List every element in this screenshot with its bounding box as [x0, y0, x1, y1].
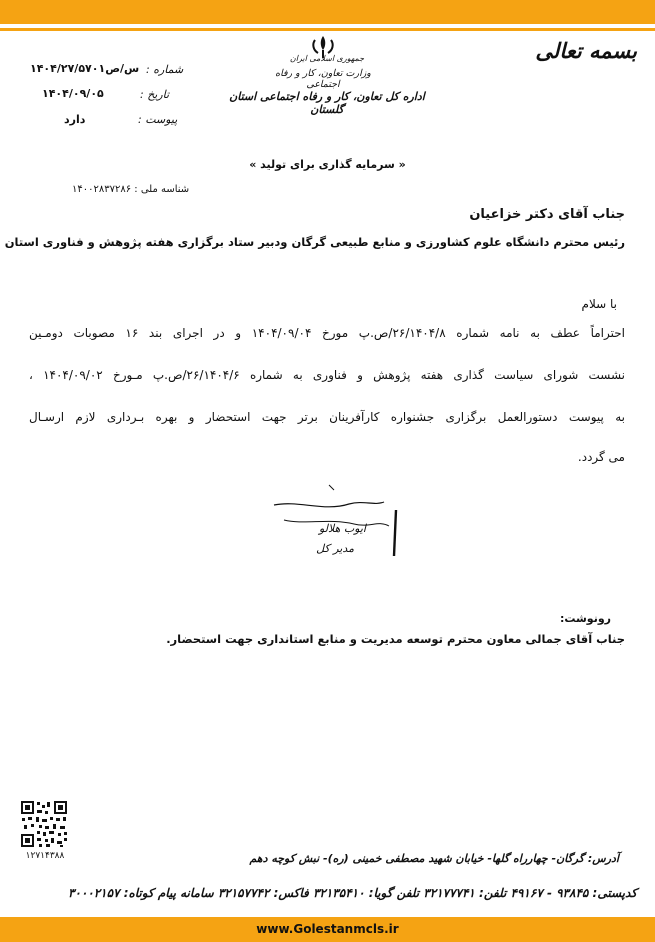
- attachment-value: دارد: [64, 113, 86, 126]
- qr-number: ۱۲۷۱۴۳۸۸: [25, 851, 65, 861]
- footer-website-bar: [0, 917, 655, 942]
- bismillah: بسمه تعالی: [535, 38, 637, 63]
- qr-code-icon: [20, 800, 68, 848]
- cc-label: رونوشت:: [559, 612, 611, 625]
- national-id: شناسه ملی : ۱۴۰۰۲۸۳۷۲۸۶: [72, 184, 190, 195]
- top-accent-bar: [0, 0, 655, 24]
- slogan: « سرمایه گذاری برای تولید »: [249, 158, 406, 171]
- number-value: ۱۴۰۴/۲۷/۵۷۰۱س/ص: [30, 62, 140, 75]
- department-name: اداره کل تعاون، کار و رفاه اجتماعی استان گلستان: [229, 90, 425, 116]
- attachment-label: پیوست :: [138, 113, 178, 126]
- address: آدرس: گرگان- چهارراه گلها- خیابان شهید مصطفی خمینی (ره)- نبش کوچه دهم: [249, 852, 619, 865]
- signature-role: مدیر کل: [316, 542, 354, 555]
- number-label: شماره :: [146, 63, 184, 76]
- body-line: احتراماً عطف به نامه شماره ۲۶/۱۴۰۴/۸/ص.پ مورخ ۱۴۰۴/۰۹/۰۴ و در اجرای بند ۱۶ مصوبات دومـین: [29, 326, 625, 340]
- body-line: به پیوست دستورالعمل برگزاری جشنواره کارآفرینان برتر جهت استحضار و بهره بـرداری لازم ارسـال: [29, 410, 625, 424]
- country-name: جمهوری اسلامی ایران: [289, 54, 365, 63]
- top-accent-line: [0, 28, 655, 31]
- date-label: تاریخ :: [140, 88, 170, 101]
- recipient-title: رئیس محترم دانشگاه علوم کشاورزی و منابع طبیعی گرگان ودبیر ستاد برگزاری هفته پژوهش و فناوری استان: [4, 235, 625, 249]
- greeting: با سلام: [581, 297, 617, 311]
- date-value: ۱۴۰۴/۰۹/۰۵: [42, 87, 104, 100]
- body-line: می گردد.: [577, 450, 625, 464]
- cc-text: جناب آقای جمالی معاون محترم توسعه مدیریت و منابع استانداری جهت استحضار.: [166, 632, 625, 646]
- signature: [254, 480, 414, 570]
- recipient-name: جناب آقای دکتر خزاعیان: [469, 207, 625, 222]
- website-link[interactable]: www.Golestanmcls.ir: [256, 922, 399, 936]
- ministry-name: وزارت تعاون، کار و رفاه اجتماعی: [275, 68, 371, 90]
- body-line: نشست شورای سیاست گذاری هفته پژوهش و فناوری به شماره ۲۶/۱۴۰۴/۶/ص.پ مـورخ ۱۴۰۴/۰۹/۰۲ ،: [29, 368, 625, 382]
- contact-info: کدپستی: ۹۳۸۴۵ - ۴۹۱۶۷ تلفن: ۳۲۱۷۷۷۴۱ تلفن گویا: ۳۲۱۳۵۴۱۰ فاکس: ۳۲۱۵۷۷۴۲ سامانه پیام کوتاه: ۳۰۰۰۲۱۵۷: [67, 886, 637, 900]
- signature-name: ایوب هلالو: [318, 522, 366, 535]
